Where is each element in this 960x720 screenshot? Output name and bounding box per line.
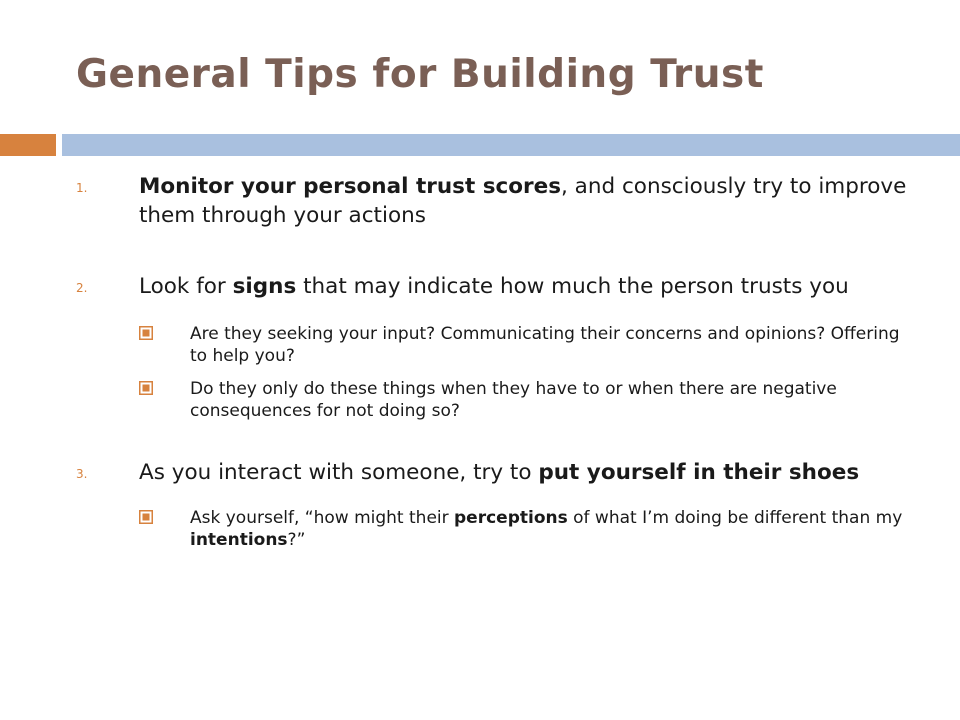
item-text-segment: that may indicate how much the person trusts you <box>296 274 849 299</box>
sub-text-segment: of what I’m doing be different than my <box>567 508 903 528</box>
sub-text-segment: Ask yourself, “how might their <box>190 508 455 528</box>
emphasis-text: perceptions <box>454 508 568 528</box>
sub-text-segment: Are they seeking your input? Communicating their concerns and opinions? Offering to help you? <box>190 324 900 366</box>
square-bullet-icon <box>139 326 153 340</box>
square-bullet-icon <box>139 510 153 524</box>
list-item <box>76 458 916 551</box>
list-item-text <box>139 272 916 301</box>
sub-bullet-item <box>139 507 916 551</box>
emphasis-text: Monitor your personal trust scores <box>139 174 562 199</box>
accent-bar <box>0 134 56 156</box>
emphasis-text: put yourself in their shoes <box>538 460 860 485</box>
sub-text-segment: Do they only do these things when they have to or when there are negative consequences for not doing so? <box>190 379 837 421</box>
item-text-segment: , and consciously try to improve them through your actions <box>139 174 907 228</box>
sub-bullet-text <box>190 507 916 551</box>
list-item-text <box>139 458 916 487</box>
slide-title: General Tips for Building Trust <box>76 52 764 97</box>
list-item <box>76 172 916 230</box>
list-number: 3. <box>76 467 88 481</box>
sub-bullet-item <box>139 323 916 367</box>
list-number: 2. <box>76 281 88 295</box>
emphasis-text: signs <box>232 274 297 299</box>
sub-text-segment: ?” <box>287 530 306 550</box>
list-number: 1. <box>76 181 88 195</box>
list-item-text <box>139 172 916 230</box>
item-text-segment: As you interact with someone, try to <box>139 460 539 485</box>
sub-bullet-text <box>190 323 916 367</box>
square-bullet-icon <box>139 381 153 395</box>
tips-list <box>76 172 916 551</box>
title-divider-bar <box>62 134 960 156</box>
emphasis-text: intentions <box>190 530 288 550</box>
item-text-segment: Look for <box>139 274 233 299</box>
list-item <box>76 272 916 422</box>
sub-bullet-item <box>139 378 916 422</box>
sub-bullet-text <box>190 378 916 422</box>
